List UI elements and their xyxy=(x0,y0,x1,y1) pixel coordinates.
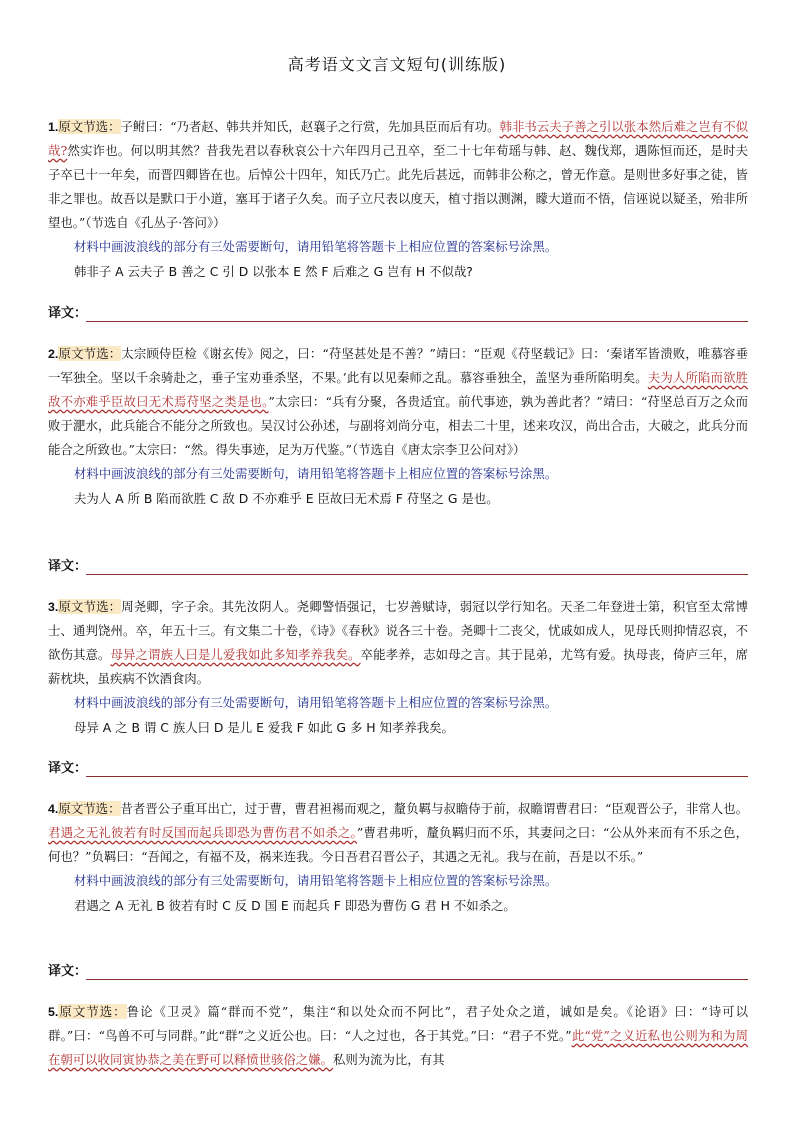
page-title: 高考语文文言文短句(训练版) xyxy=(287,55,507,74)
passage-text: 昔者晋公子重耳出亡，过于曹，曹君袒裼而观之，釐负羁与叔瞻侍于前，叔瞻谓曹君曰：“臣观晋公子，非常人也。 xyxy=(120,801,748,816)
translation-label: 译文： xyxy=(48,559,88,574)
question-4 xyxy=(48,797,748,919)
source-tag: 原文节选： xyxy=(58,119,121,134)
answer-options: 韩非子 A 云夫子 B 善之 C 引 D 以张本 E 然 F 后难之 G 岂有 H 不似哉? xyxy=(74,264,473,279)
answer-underline xyxy=(86,321,748,322)
question-5 xyxy=(48,1000,748,1072)
passage-text: 子鲋曰：“乃者赵、韩共并知氏，赵襄子之行赏，先加具臣而后有功。 xyxy=(120,119,500,134)
passage-text: ”太宗曰：“兵有分聚，各贵适宜。前代事迹，孰为善此者？”靖曰：“苻坚总百万之众而败于淝水，此兵能合不能分之所致也。吴汉讨公孙述，与副将刘尚分屯，相去二十里，述来攻汉，尚出合击，大破之，此兵分而能合之所致也。”太宗曰：“然。得失事迹，足为万代鉴。”（节选自《唐太宗李卫公问对》） xyxy=(48,394,748,457)
question-3 xyxy=(48,595,748,741)
question-2 xyxy=(48,342,748,512)
wavy-underlined-sentence: 此“党”之义近私也公则为和为周在朝可以收同寅协恭之美在野可以释愤世骇俗之嫌。 xyxy=(48,1028,749,1067)
translation-line-4[interactable] xyxy=(48,958,748,980)
question-1-passage xyxy=(48,115,748,235)
source-tag: 原文节选： xyxy=(58,346,122,361)
instruction: 材料中画波浪线的部分有三处需要断句，请用铅笔将答题卡上相应位置的答案标号涂黑。 xyxy=(74,239,558,254)
question-2-passage xyxy=(48,342,748,462)
passage-text: 然实诈也。何以明其然？昔我先君以春秋哀公十六年四月己丑卒，至二十七年荀瑶与韩、赵、魏伐郑，遇陈恒而还，是时夫子卒已十一年矣，而晋四卿皆在也。后悼公十四年，知氏乃亡。此先后甚远，而韩非公称之，曾无作意。是则世多好事之徒，皆非之罪也。故吾以是默口于小道，塞耳于诸子久矣。而子立尺表以度天，植寸指以测渊，矇大道而不悟，信诬说以疑圣，殆非所望也。”（节选自《孔丛子·答问》） xyxy=(48,143,748,230)
translation-line-1[interactable] xyxy=(48,300,748,322)
answer-underline xyxy=(86,979,748,980)
source-tag: 原文节选： xyxy=(58,1004,127,1019)
question-number: 5. xyxy=(48,1005,59,1019)
answer-underline xyxy=(86,574,748,575)
passage-text: 周尧卿，字子余。其先汝阴人。尧卿警悟强记，七岁善赋诗，弱冠以学行知名。天圣二年登进士第，积官至太常博士、通判饶州。卒，年五十三。有文集二十卷，《诗》《春秋》说各三十卷。尧卿十二丧父，忧戚如成人，见母氏则抑情忍哀，不欲伤其意。 xyxy=(48,599,749,662)
question-5-passage xyxy=(48,1000,748,1072)
source-tag: 原文节选： xyxy=(58,599,122,614)
wavy-underlined-sentence: 君遇之无礼彼若有时反国而起兵即恐为曹伤君不如杀之。 xyxy=(48,825,357,840)
translation-label: 译文： xyxy=(48,761,88,776)
question-number: 4. xyxy=(48,802,59,816)
passage-text: 私则为流为比，有其 xyxy=(332,1052,445,1067)
answer-options: 君遇之 A 无礼 B 彼若有时 C 反 D 国 E 而起兵 F 即恐为曹伤 G 君 H 不如杀之。 xyxy=(74,898,516,913)
passage-text: 鲁论《卫灵》篇“群而不党”，集注“和以处众而不阿比”，君子处众之道，诚如是矣。《论语》曰：“诗可以群。”曰：“鸟兽不可与同群。”此“群”之义近公也。曰：“人之过也，各于其党。”曰：“君子不党。” xyxy=(48,1004,748,1043)
question-3-passage xyxy=(48,595,748,691)
translation-line-2[interactable] xyxy=(48,553,748,575)
translation-label: 译文： xyxy=(48,964,88,979)
translation-label: 译文： xyxy=(48,306,88,321)
question-number: 1. xyxy=(48,120,59,134)
instruction: 材料中画波浪线的部分有三处需要断句，请用铅笔将答题卡上相应位置的答案标号涂黑。 xyxy=(74,466,558,481)
passage-text: 卒能孝养，志如母之言。其于昆弟，尤笃有爱。执母丧，倚庐三年，席薪枕块，虽疾病不饮酒食肉。 xyxy=(48,647,749,686)
question-4-passage xyxy=(48,797,748,869)
translation-line-3[interactable] xyxy=(48,755,748,777)
instruction: 材料中画波浪线的部分有三处需要断句，请用铅笔将答题卡上相应位置的答案标号涂黑。 xyxy=(74,695,558,710)
source-tag: 原文节选： xyxy=(58,801,121,816)
passage-text: ”曹君弗听，釐负羁归而不乐，其妻问之曰：“公从外来而有不乐之色，何也？”负羁曰：“吾闻之，有福不及，祸来连我。今日吾君召晋公子，其遇之无礼。我与在前，吾是以不乐。” xyxy=(48,825,748,864)
wavy-underlined-sentence: 母异之谓族人曰是儿爱我如此多知孝养我矣。 xyxy=(110,647,361,662)
question-1 xyxy=(48,115,748,285)
answer-options: 母异 A 之 B 谓 C 族人曰 D 是儿 E 爱我 F 如此 G 多 H 知孝养我矣。 xyxy=(74,720,454,735)
question-number: 3. xyxy=(48,600,59,614)
wavy-underlined-sentence: 韩非书云夫子善之引以张本然后难之岂有不似哉? xyxy=(48,119,749,158)
passage-text: 太宗顾侍臣检《谢玄传》阅之，曰：“苻坚甚处是不善？”靖曰：“臣观《苻坚载记》曰：‘秦诸军皆溃败，唯慕容垂一军独全。坚以千余骑赴之，垂子宝劝垂杀坚，不果。’此有以见秦师之乱。慕容垂独全，盖坚为垂所陷明矣。 xyxy=(48,346,748,385)
question-number: 2. xyxy=(48,347,59,361)
instruction: 材料中画波浪线的部分有三处需要断句，请用铅笔将答题卡上相应位置的答案标号涂黑。 xyxy=(74,873,558,888)
wavy-underlined-sentence: 夫为人所陷而欲胜敌不亦难乎臣故曰无术焉苻坚之类是也。 xyxy=(48,370,748,409)
answer-underline xyxy=(86,776,748,777)
answer-options: 夫为人 A 所 B 陷而欲胜 C 敌 D 不亦难乎 E 臣故曰无术焉 F 苻坚之 G 是也。 xyxy=(74,491,499,506)
